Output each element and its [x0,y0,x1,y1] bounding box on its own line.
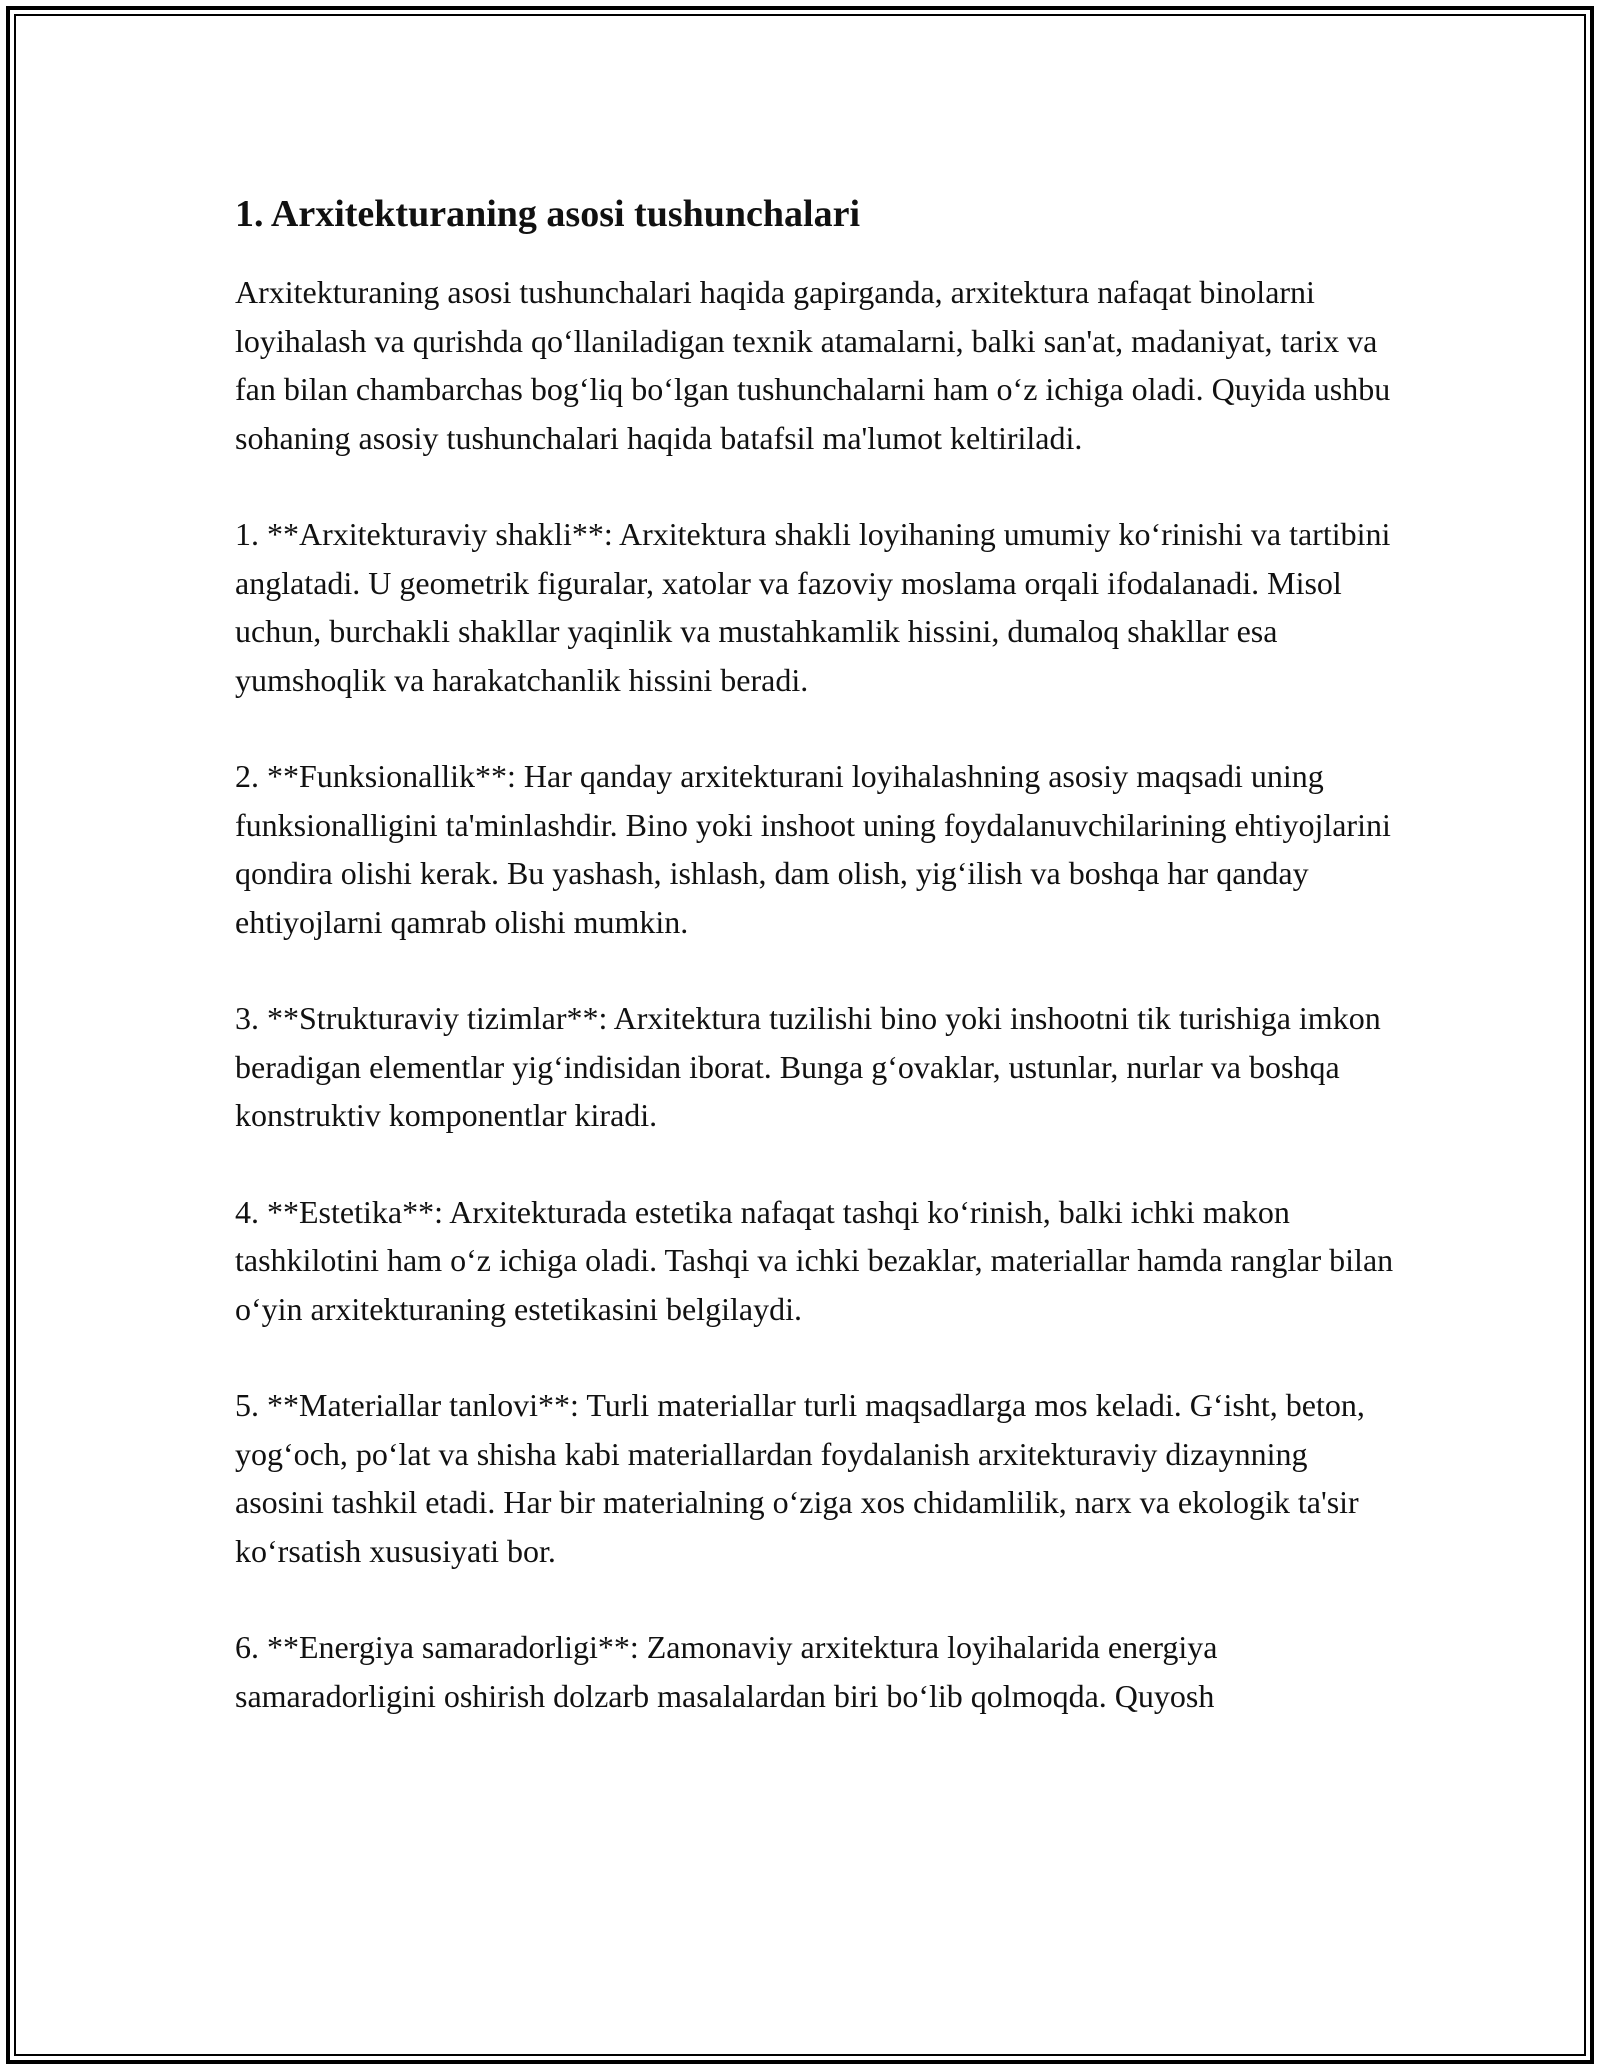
paragraph-aesthetics: 4. **Estetika**: Arxitekturada estetika nafaqat tashqi ko‘rinish, balki ichki makon tashkilotini ham o‘z ichiga oladi. Tashqi va ichki bezaklar, materiallar hamda ranglar bilan o‘yin arxitekturaning estetikasini belgilaydi. [235,1193,1394,1327]
intro-paragraph: Arxitekturaning asosi tushunchalari haqida gapirganda, arxitektura nafaqat binolarni loyihalash va qurishda qo‘llaniladigan texnik atamalarni, balki san'at, madaniyat, tarix va fan bilan chambarchas bog‘liq bo‘lgan tushunchalarni ham o‘z ichiga oladi. Quyida ushbu sohaning asosiy tushunchalari haqida batafsil ma'lumot keltiriladi. [235,274,1391,456]
paragraph-energy-efficiency: 6. **Energiya samaradorligi**: Zamonaviy arxitektura loyihalarida energiya samaradorligini oshirish dolzarb masalalardan biri bo‘lib qolmoqda. Quyosh [235,1629,1218,1714]
paragraph-structural-systems: 3. **Strukturaviy tizimlar**: Arxitektura tuzilishi bino yoki inshootni tik turishiga imkon beradigan elementlar yig‘indisidan iborat. Bunga g‘ovaklar, ustunlar, nurlar va boshqa konstruktiv komponentlar kiradi. [235,1000,1381,1133]
document-body [235,180,1400,1768]
paragraph-materials: 5. **Materiallar tanlovi**: Turli materiallar turli maqsadlarga mos keladi. G‘isht, beton, yog‘och, po‘lat va shisha kabi materiallardan foydalanish arxitekturaviy dizaynning asosini tashkil etadi. Har bir materialning o‘ziga xos chidamlilik, narx va ekologik ta'sir ko‘rsatish xususiyati bor. [235,1387,1365,1569]
section-heading: 1. Arxitekturaning asosi tushunchalari [235,193,860,235]
paragraph-architectural-form: 1. **Arxitekturaviy shakli**: Arxitektura shakli loyihaning umumiy ko‘rinishi va tartibini anglatadi. U geometrik figuralar, xatolar va fazoviy moslama orqali ifodalanadi. Misol uchun, burchakli shakllar yaqinlik va mustahkamlik hissini, dumaloq shakllar esa yumshoqlik va harakatchanlik hissini beradi. [235,516,1391,698]
paragraph-functionality: 2. **Funksionallik**: Har qanday arxitekturani loyihalashning asosiy maqsadi uning funksionalligini ta'minlashdir. Bino yoki inshoot uning foydalanuvchilarining ehtiyojlarini qondira olishi kerak. Bu yashash, ishlash, dam olish, yig‘ilish va boshqa har qanday ehtiyojlarni qamrab olishi mumkin. [235,758,1391,940]
